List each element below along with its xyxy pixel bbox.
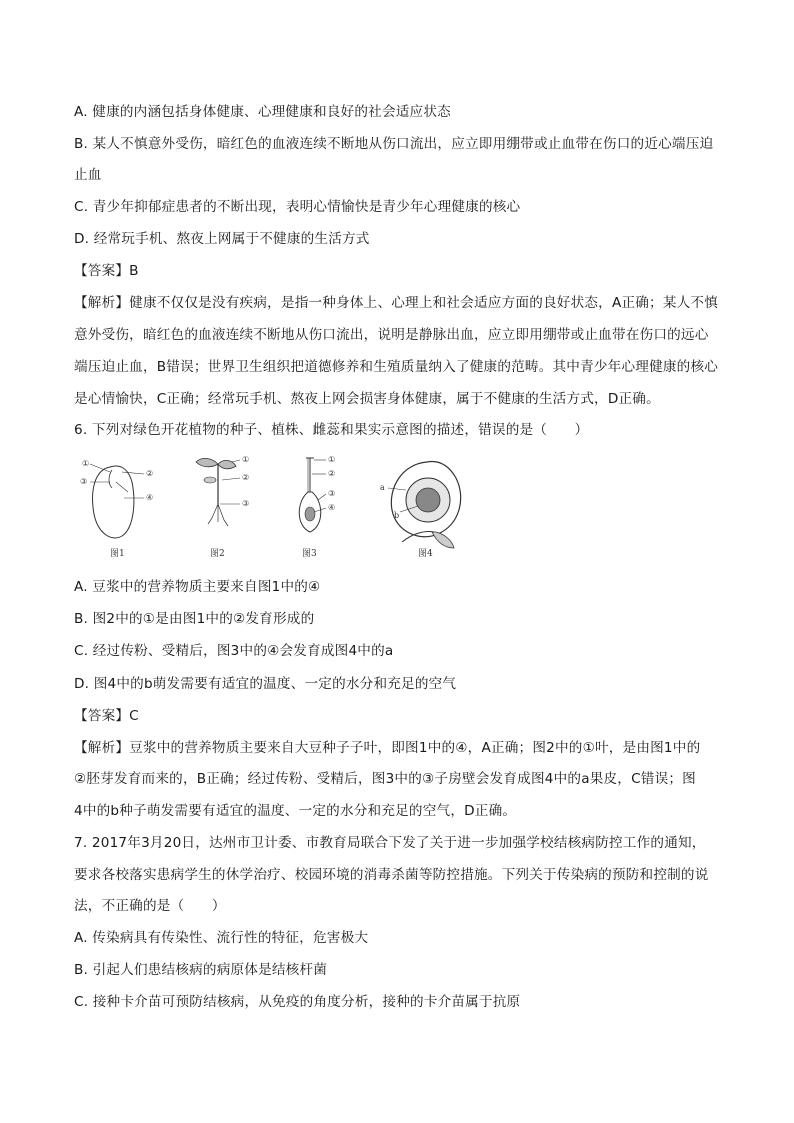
figure1-seed — [80, 459, 153, 559]
q6-option-d: D. 图4中的b萌发需要有适宜的温度、一定的水分和充足的空气 — [74, 676, 457, 692]
q5-explanation-line4: 是心情愉快，C正确；经常玩手机、熬夜上网会损害身体健康，属于不健康的生活方式，D正确。 — [74, 391, 660, 407]
fig3-label-4: ④ — [328, 503, 336, 512]
fig2-caption: 图2 — [210, 549, 225, 559]
q6-explanation-line3: 4中的b种子萌发需要有适宜的温度、一定的水分和充足的空气，D正确。 — [74, 803, 517, 819]
q6-answer: 【答案】C — [74, 708, 139, 724]
q6-explanation-line1: 【解析】豆浆中的营养物质主要来自大豆种子子叶，即图1中的④，A正确；图2中的①叶，是由图1中的 — [74, 740, 701, 756]
fig3-label-2: ② — [328, 469, 336, 478]
fig2-label-1: ① — [242, 455, 250, 464]
fig4-caption: 图4 — [418, 549, 433, 559]
fig2-label-3: ③ — [242, 499, 250, 508]
fig2-label-2: ② — [242, 473, 250, 482]
q5-option-b-line2: 止血 — [74, 167, 102, 183]
q7-option-b: B. 引起人们患结核病的病原体是结核杆菌 — [74, 962, 328, 978]
q6-explanation-line2: ②胚芽发育而来的，B正确；经过传粉、受精后，图3中的③子房壁会发育成图4中的a果皮，C错误；图 — [74, 771, 696, 787]
q7-stem-line2: 要求各校落实患病学生的休学治疗、校园环境的消毒杀菌等防控措施。下列关于传染病的预防和控制的说 — [74, 867, 709, 883]
q5-explanation-line1: 【解析】健康不仅仅是没有疾病，是指一种身体上、心理上和社会适应方面的良好状态，A正确；某人不慎 — [74, 295, 719, 311]
q5-option-b-line1: B. 某人不慎意外受伤，暗红色的血液连续不断地从伤口流出，应立即用绷带或止血带在伤口的近心端压迫 — [74, 136, 714, 152]
q6-option-c: C. 经过传粉、受精后，图3中的④会发育成图4中的a — [74, 643, 394, 659]
fig4-label-a: a — [380, 483, 385, 492]
fig1-label-2: ② — [146, 469, 154, 478]
figure2-seedling — [196, 455, 249, 559]
q5-option-d: D. 经常玩手机、熬夜上网属于不健康的生活方式 — [74, 231, 370, 247]
fig4-label-b: b — [394, 511, 400, 520]
q5-option-c: C. 青少年抑郁症患者的不断出现，表明心情愉快是青少年心理健康的核心 — [74, 199, 521, 215]
q5-option-a: A. 健康的内涵包括身体健康、心理健康和良好的社会适应状态 — [74, 104, 451, 120]
figure3-pistil — [299, 455, 335, 559]
q6-stem: 6. 下列对绿色开花植物的种子、植株、雌蕊和果实示意图的描述，错误的是（ ） — [74, 422, 589, 438]
fig3-caption: 图3 — [302, 549, 317, 559]
fig1-label-3: ③ — [80, 477, 88, 486]
q6-option-b: B. 图2中的①是由图1中的②发育形成的 — [74, 611, 315, 627]
q5-explanation-line2: 意外受伤，暗红色的血液连续不断地从伤口流出，说明是静脉出血，应立即用绷带或止血带在伤口的远心 — [74, 327, 709, 343]
fig1-label-1: ① — [82, 459, 90, 468]
fig1-caption: 图1 — [110, 549, 125, 559]
q7-option-c: C. 接种卡介苗可预防结核病，从免疫的角度分析，接种的卡介苗属于抗原 — [74, 994, 521, 1010]
q7-stem-line1: 7. 2017年3月20日，达州市卫计委、市教育局联合下发了关于进一步加强学校结核病防控工作的通知， — [74, 835, 706, 851]
q6-figures — [72, 452, 492, 562]
q7-option-a: A. 传染病具有传染性、流行性的特征，危害极大 — [74, 930, 369, 946]
q6-figure-svg — [72, 452, 492, 562]
fig3-label-1: ① — [328, 455, 336, 464]
fig3-label-3: ③ — [328, 489, 336, 498]
fig1-label-4: ④ — [146, 493, 154, 502]
q6-option-a: A. 豆浆中的营养物质主要来自图1中的④ — [74, 579, 321, 595]
q5-answer: 【答案】B — [74, 263, 139, 279]
q5-explanation-line3: 端压迫止血，B错误；世界卫生组织把道德修养和生殖质量纳入了健康的范畴。其中青少年心理健康的核心 — [74, 359, 719, 375]
q7-stem-line3: 法，不正确的是（ ） — [74, 898, 226, 914]
figure4-fruit — [380, 462, 461, 559]
